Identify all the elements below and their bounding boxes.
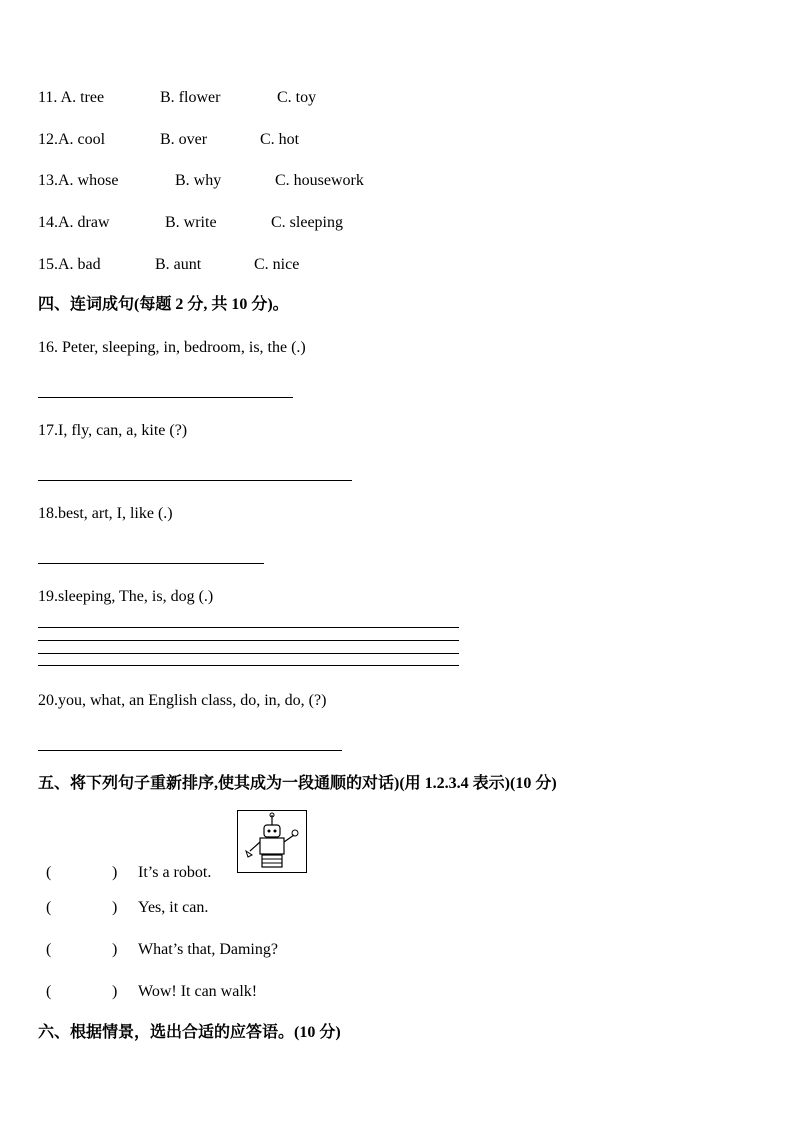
question-number: 11 (38, 89, 54, 106)
dialogue-sentence: Yes, it can. (138, 899, 209, 916)
option-b: B. aunt (155, 256, 202, 273)
question-11 (38, 88, 317, 108)
section-4-heading: 四、连词成句(每题 2 分, 共 10 分)。 (38, 296, 289, 313)
question-text: .best, art, I, like (.) (54, 505, 173, 522)
option-c: C. hot (260, 131, 300, 148)
dialogue-sentence: What’s that, Daming? (138, 941, 278, 958)
option-b: B. write (165, 214, 217, 231)
heading-text: 表示) (468, 775, 511, 792)
question-number: 16 (38, 339, 54, 356)
question-15 (38, 255, 300, 275)
robot-icon (238, 811, 306, 872)
question-17 (38, 421, 187, 441)
option-a: .A. bad (54, 256, 101, 273)
answer-line[interactable] (38, 397, 293, 398)
answer-line[interactable] (38, 750, 342, 751)
question-text: . Peter, sleeping, in, bedroom, is, the (.) (54, 339, 306, 356)
answer-line[interactable] (38, 480, 352, 481)
answer-line[interactable] (38, 640, 459, 641)
section-6-heading: 六、根据情景，选出合适的应答语。(10 分) (38, 1024, 341, 1041)
option-b: B. over (160, 131, 208, 148)
question-number: 19 (38, 588, 54, 605)
question-text: .sleeping, The, is, dog (.) (54, 588, 214, 605)
option-c: C. nice (254, 256, 300, 273)
question-text: .you, what, an English class, do, in, do, (?) (54, 692, 327, 709)
answer-paren-close: ) (112, 941, 118, 958)
question-18 (38, 504, 173, 524)
heading-text: 分) (531, 775, 557, 792)
question-number: 20 (38, 692, 54, 709)
option-a: .A. whose (54, 172, 119, 189)
option-c: C. housework (275, 172, 364, 189)
option-b: B. why (175, 172, 222, 189)
heading-numbers: 1.2.3.4 (424, 775, 469, 792)
answer-paren-open[interactable]: ( (46, 899, 52, 916)
question-number: 14 (38, 214, 54, 231)
question-text: .I, fly, can, a, kite (?) (54, 422, 188, 439)
question-number: 18 (38, 505, 54, 522)
option-b: B. flower (160, 89, 221, 106)
answer-paren-close: ) (112, 983, 118, 1000)
answer-paren-open[interactable]: ( (46, 983, 52, 1000)
dialogue-sentence: Wow! It can walk! (138, 983, 258, 1000)
answer-line[interactable] (38, 665, 459, 666)
option-a: . A. tree (53, 89, 105, 106)
question-12 (38, 130, 300, 150)
question-13 (38, 171, 364, 191)
option-a: .A. draw (54, 214, 110, 231)
question-14 (38, 213, 343, 233)
answer-paren-close: ) (112, 864, 118, 881)
heading-score: (10 (510, 775, 532, 792)
answer-line[interactable] (38, 627, 459, 628)
question-number: 12 (38, 131, 54, 148)
answer-paren-open[interactable]: ( (46, 941, 52, 958)
option-c: C. sleeping (271, 214, 343, 231)
option-a: .A. cool (54, 131, 106, 148)
section-5-heading (38, 774, 557, 794)
question-number: 13 (38, 172, 54, 189)
question-number: 15 (38, 256, 54, 273)
heading-text: 五、将下列句子重新排序,使其成为一段通顺的对话)(用 (38, 775, 425, 792)
answer-paren-close: ) (112, 899, 118, 916)
question-19 (38, 587, 213, 607)
answer-paren-open[interactable]: ( (46, 864, 52, 881)
answer-line[interactable] (38, 563, 264, 564)
question-20 (38, 691, 326, 711)
answer-line[interactable] (38, 653, 459, 654)
question-16 (38, 338, 306, 358)
dialogue-sentence: It’s a robot. (138, 864, 212, 881)
question-number: 17 (38, 422, 54, 439)
option-c: C. toy (277, 89, 317, 106)
robot-picture (237, 810, 307, 873)
